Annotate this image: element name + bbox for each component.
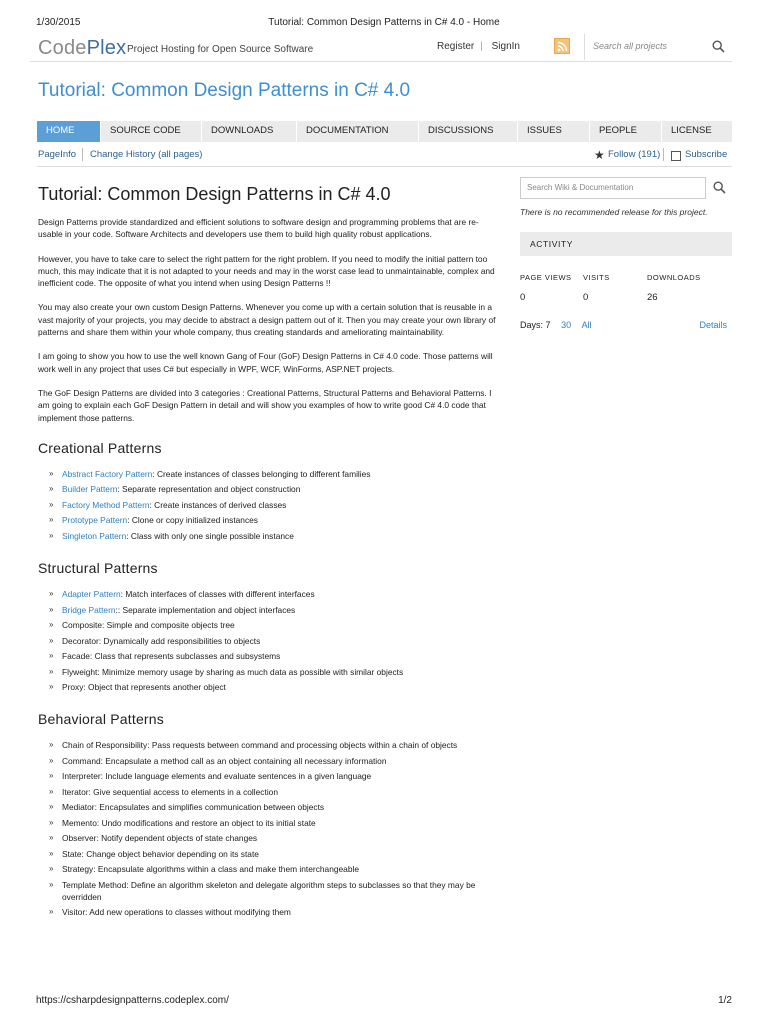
bullet-icon: » [49, 682, 54, 691]
bullet-icon: » [49, 786, 54, 796]
bullet-icon: » [49, 879, 54, 889]
list-item [38, 514, 498, 526]
print-url: https://csharpdesignpatterns.codeplex.com/ [36, 995, 229, 1006]
list-item [38, 786, 498, 798]
stat-label-downloads: DOWNLOADS [647, 273, 701, 282]
behavioral-heading: Behavioral Patterns [38, 711, 164, 728]
no-release-note: There is no recommended release for this project. [520, 207, 708, 217]
stat-value-page-views: 0 [520, 292, 526, 303]
rss-icon[interactable] [554, 38, 570, 54]
project-search-input[interactable] [584, 34, 732, 60]
logo-part-code: Code [38, 37, 87, 59]
bullet-icon: » [49, 620, 54, 630]
logo-part-plex: Plex [86, 37, 127, 59]
bullet-icon: » [49, 651, 54, 661]
wiki-search-input[interactable] [520, 177, 706, 199]
bullet-icon: » [49, 484, 54, 494]
divider [663, 148, 664, 161]
page-info-link[interactable]: PageInfo [38, 149, 77, 160]
list-item [38, 530, 498, 542]
search-placeholder: Search all projects [593, 41, 668, 51]
bullet-icon: » [49, 848, 54, 858]
list-item [38, 770, 498, 782]
top-bar [30, 34, 732, 62]
tab-downloads[interactable]: DOWNLOADS [201, 121, 297, 142]
intro-paragraph: I am going to show you how to use the well known Gang of Four (GoF) Design Patterns in C# 4.0 code. Those patterns will work well in any project that uses C# but especially in WPF, WCF, WinForms, ASP.NET projects. [38, 351, 493, 374]
list-item [38, 817, 498, 829]
list-item [38, 848, 498, 860]
pattern-description: Decorator: Dynamically add responsibilities to objects [62, 635, 261, 646]
signin-link[interactable]: SignIn [491, 41, 520, 52]
pattern-description: Interpreter: Include language elements and evaluate sentences in a given language [62, 771, 372, 782]
activity-header [520, 232, 732, 256]
print-title: Tutorial: Common Design Patterns in C# 4.0 - Home [268, 17, 500, 28]
pattern-link[interactable]: Prototype Pattern [62, 515, 128, 526]
project-title[interactable]: Tutorial: Common Design Patterns in C# 4.0 [38, 80, 411, 101]
days-current: 7 [545, 320, 551, 330]
pattern-link[interactable]: Bridge Pattern [62, 604, 116, 615]
bullet-icon: » [49, 802, 54, 812]
pattern-link[interactable]: Abstract Factory Pattern [62, 468, 153, 479]
pattern-description: Flyweight: Minimize memory usage by sharing as much data as possible with similar objects [62, 666, 404, 677]
days-filter [520, 320, 592, 330]
bullet-icon: » [49, 589, 54, 599]
pattern-description: :: Separate implementation and object interfaces [115, 604, 296, 615]
list-item [38, 650, 498, 662]
structural-heading: Structural Patterns [38, 560, 158, 577]
bullet-icon: » [49, 604, 54, 614]
page-title: Tutorial: Common Design Patterns in C# 4.0 [38, 184, 391, 204]
pattern-description: Memento: Undo modifications and restore an object to its initial state [62, 817, 316, 828]
tab-people[interactable]: PEOPLE [589, 121, 660, 142]
list-item [38, 906, 498, 918]
pattern-description: : Create instances of derived classes [149, 499, 287, 510]
list-item [38, 863, 498, 875]
bullet-icon: » [49, 864, 54, 874]
tab-source-code[interactable]: SOURCE CODE [100, 121, 196, 142]
pattern-description: : Class with only one single possible instance [126, 530, 294, 541]
bullet-icon: » [49, 499, 54, 509]
bullet-icon: » [49, 635, 54, 645]
intro-paragraph: The GoF Design Patterns are divided into 3 categories : Creational Patterns, Structural Patterns and Behavioral Patterns. I am going to explain each GoF Design Pattern in detail and will show you examples of how to write good C# 4.0 code that implement those patterns. [38, 387, 492, 423]
bullet-icon: » [49, 907, 54, 917]
pattern-description: Observer: Notify dependent objects of state changes [62, 833, 258, 844]
tab-issues[interactable]: ISSUES [517, 121, 589, 142]
pattern-description: Composite: Simple and composite objects tree [62, 620, 235, 631]
list-item [38, 499, 498, 511]
pattern-description: : Clone or copy initialized instances [127, 515, 258, 526]
star-icon[interactable]: ★ [594, 148, 605, 162]
list-item [38, 832, 498, 844]
intro-paragraph: Design Patterns provide standardized and efficient solutions to software design and programming problems that are re-usable in your code. Software Architects and developers use them to build high quality robust applications. [38, 217, 479, 240]
pattern-link[interactable]: Factory Method Pattern [62, 499, 150, 510]
pattern-description: Visitor: Add new operations to classes without modifying them [62, 907, 291, 918]
subscribe-link[interactable]: Subscribe [685, 149, 728, 160]
list-item [38, 604, 498, 616]
list-item [38, 739, 498, 751]
list-item [38, 755, 498, 767]
bullet-icon: » [49, 817, 54, 827]
creational-heading: Creational Patterns [38, 439, 162, 456]
subscribe-rss-icon[interactable] [671, 151, 681, 161]
register-link[interactable]: Register [437, 41, 475, 52]
print-page-number: 1/2 [718, 995, 732, 1006]
wiki-content [38, 184, 498, 937]
stat-value-downloads: 26 [647, 292, 658, 303]
change-history-link[interactable]: Change History (all pages) [90, 149, 203, 160]
bullet-icon: » [49, 530, 54, 540]
activity-label: ACTIVITY [530, 239, 574, 249]
pattern-description: Command: Encapsulate a method call as an object containing all necessary information [62, 755, 387, 766]
search-icon[interactable] [713, 181, 726, 194]
tab-license[interactable]: LICENSE [661, 121, 732, 142]
pattern-description: State: Change object behavior depending on its state [62, 848, 259, 859]
pattern-description: Proxy: Object that represents another object [62, 682, 226, 692]
days-30-link[interactable]: 30 [561, 320, 572, 330]
bullet-icon: » [49, 666, 54, 676]
pattern-description: Mediator: Encapsulates and simplifies communication between objects [62, 802, 325, 813]
print-header [36, 17, 732, 31]
search-icon[interactable] [712, 40, 725, 53]
wiki-search-placeholder: Search Wiki & Documentation [527, 183, 634, 192]
follow-link[interactable]: Follow (191) [608, 149, 661, 160]
days-all-link[interactable]: All [581, 320, 592, 330]
structural-list [38, 588, 498, 693]
tab-discussions[interactable]: DISCUSSIONS [418, 121, 516, 142]
top-links: Register | SignIn [437, 41, 520, 52]
creational-list [38, 468, 498, 542]
pattern-description: : Create instances of classes belonging to different families [152, 468, 371, 479]
list-item [38, 879, 498, 904]
list-item [38, 483, 498, 495]
codeplex-logo[interactable] [38, 37, 126, 60]
bullet-icon: » [49, 833, 54, 843]
pattern-link[interactable]: Builder Pattern [62, 484, 118, 495]
list-item [38, 619, 498, 631]
list-item [38, 588, 498, 600]
print-date: 1/30/2015 [36, 17, 81, 28]
list-item [38, 666, 498, 678]
pattern-description: Strategy: Encapsulate algorithms within a class and make them interchangeable [62, 864, 360, 875]
bullet-icon: » [49, 755, 54, 765]
stat-value-visits: 0 [583, 292, 589, 303]
main-nav [37, 121, 732, 142]
tab-home[interactable]: HOME [37, 121, 100, 142]
bullet-icon: » [49, 515, 54, 525]
pattern-description: Facade: Class that represents subclasses and subsystems [62, 651, 281, 662]
stat-label-visits: VISITS [583, 273, 610, 282]
pattern-link[interactable]: Adapter Pattern [62, 589, 121, 600]
list-item [38, 468, 498, 480]
bullet-icon: » [49, 771, 54, 781]
pattern-description: Chain of Responsibility: Pass requests between command and processing objects within a chain of objects [62, 740, 458, 751]
list-item [38, 635, 498, 647]
bullet-icon: » [49, 468, 54, 478]
intro-paragraph: You may also create your own custom Design Patterns. Whenever you come up with a certain solution that is reusable in a vast majority of your projects, you may decide to abstract a design pattern out of it. Then you may create your own library of patterns and share them within your whole company, thus creating standards and ameliorating maintainability. [38, 302, 496, 338]
tab-documentation[interactable]: DOCUMENTATION [296, 121, 417, 142]
pattern-description: : Separate representation and object construction [117, 484, 301, 495]
behavioral-list [38, 739, 498, 918]
sub-nav [37, 147, 732, 167]
pattern-description: : Match interfaces of classes with different interfaces [120, 589, 315, 600]
details-link[interactable]: Details [699, 320, 727, 330]
list-item [38, 801, 498, 813]
tagline: Project Hosting for Open Source Software [127, 44, 314, 55]
intro-paragraph: However, you have to take care to select the right pattern for the right problem. If you need to modify the initial pattern too much, this may indicate that it is not adapted to your needs and may in the worst case lead to unmaintainable, complex and inefficient code. The opposite of what you intend when using Design Patterns !! [38, 253, 495, 289]
days-label: Days: [520, 320, 544, 330]
list-item [38, 681, 498, 693]
divider [82, 148, 83, 161]
stat-label-page-views: PAGE VIEWS [520, 273, 572, 282]
pattern-link[interactable]: Singleton Pattern [62, 530, 127, 541]
bullet-icon: » [49, 740, 54, 750]
pattern-description: Template Method: Define an algorithm skeleton and delegate algorithm steps to subclasses so that they may be overridden [62, 879, 476, 902]
pattern-description: Iterator: Give sequential access to elements in a collection [62, 786, 278, 797]
